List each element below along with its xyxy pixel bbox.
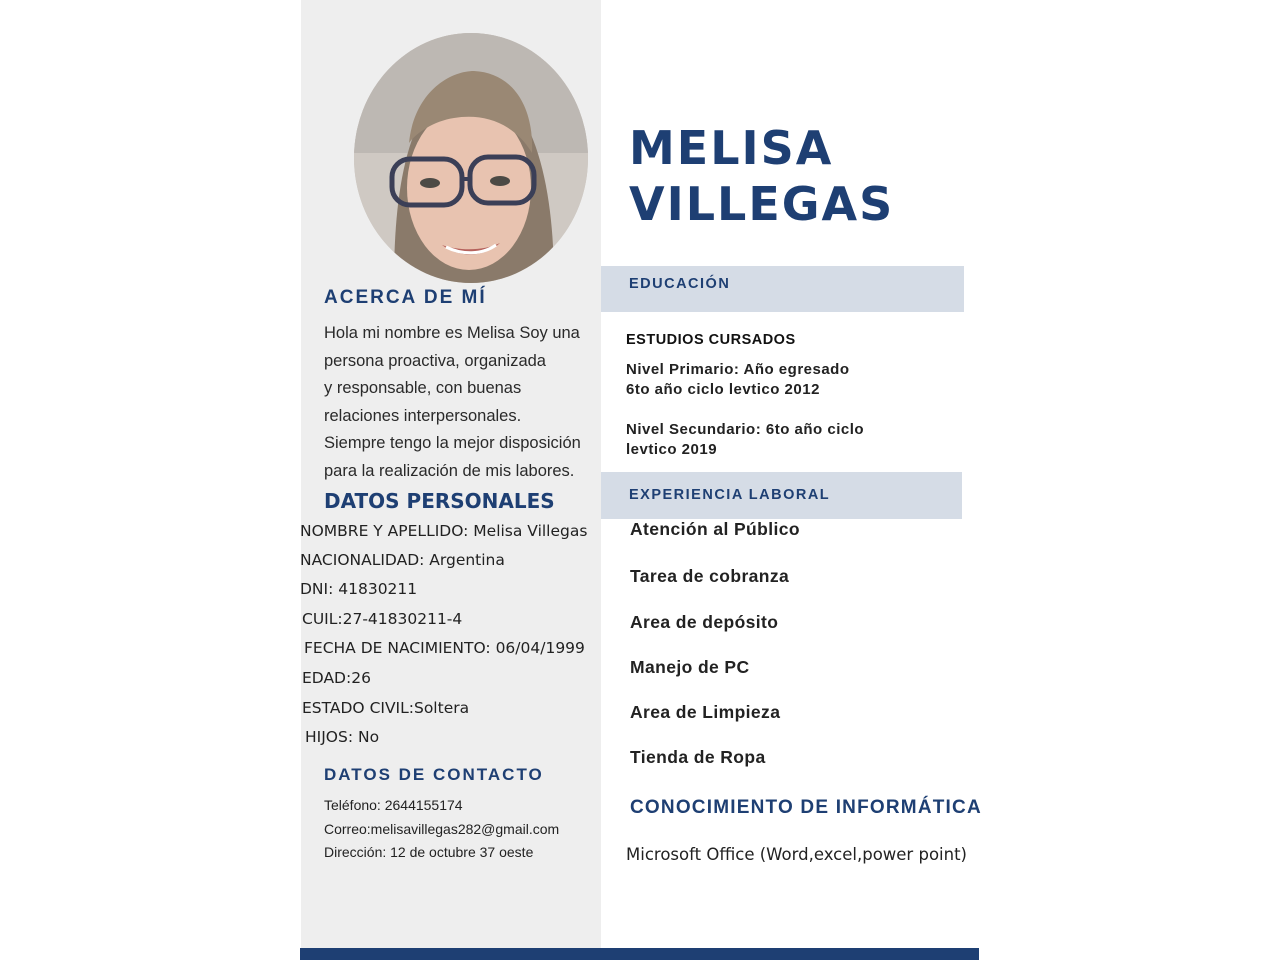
bottom-bar (300, 948, 979, 960)
contact-title: DATOS DE CONTACTO (324, 765, 544, 784)
experience-item: Area de Limpieza (630, 702, 781, 722)
about-title: ACERCA DE MÍ (324, 287, 487, 308)
experience-title: EXPERIENCIA LABORAL (629, 487, 831, 503)
contact-email: Correo:melisavillegas282@gmail.com (324, 821, 560, 837)
personal-civil-status: ESTADO CIVIL:Soltera (302, 699, 470, 717)
contact-address: Dirección: 12 de octubre 37 oeste (324, 844, 534, 860)
personal-title: DATOS PERSONALES (324, 489, 555, 513)
profile-photo (354, 33, 588, 283)
education-primary: Nivel Primario: Año egresado 6to año ciclo levtico 2012 (626, 361, 850, 398)
first-name: MELISA (629, 121, 834, 175)
contact-phone: Teléfono: 2644155174 (324, 797, 463, 813)
personal-dni: DNI: 41830211 (300, 580, 418, 598)
candidate-name (629, 120, 894, 232)
personal-cuil: CUIL:27-41830211-4 (302, 610, 463, 628)
it-text: Microsoft Office (Word,excel,power point) (626, 845, 967, 864)
education-title: EDUCACIÓN (629, 276, 731, 292)
last-name: VILLEGAS (629, 177, 895, 231)
experience-item: Manejo de PC (630, 657, 750, 677)
experience-item: Tarea de cobranza (630, 566, 790, 586)
education-subtitle: ESTUDIOS CURSADOS (626, 332, 796, 348)
about-text: Hola mi nombre es Melisa Soy una persona proactiva, organizada y responsable, con buenas relaciones interpersonales. Siempre tengo la mejor disposición para la realización de mis labores. (324, 324, 581, 480)
personal-name: NOMBRE Y APELLIDO: Melisa Villegas (300, 522, 588, 540)
personal-birthdate: FECHA DE NACIMIENTO: 06/04/1999 (304, 639, 585, 657)
experience-item: Atención al Público (630, 519, 800, 539)
it-title: CONOCIMIENTO DE INFORMÁTICA (630, 797, 982, 818)
personal-nationality: NACIONALIDAD: Argentina (300, 551, 505, 569)
education-secondary: Nivel Secundario: 6to año ciclo levtico 2019 (626, 421, 865, 458)
experience-item: Tienda de Ropa (630, 747, 766, 767)
personal-age: EDAD:26 (302, 669, 371, 687)
personal-children: HIJOS: No (305, 728, 380, 746)
experience-item: Area de depósito (630, 612, 779, 632)
